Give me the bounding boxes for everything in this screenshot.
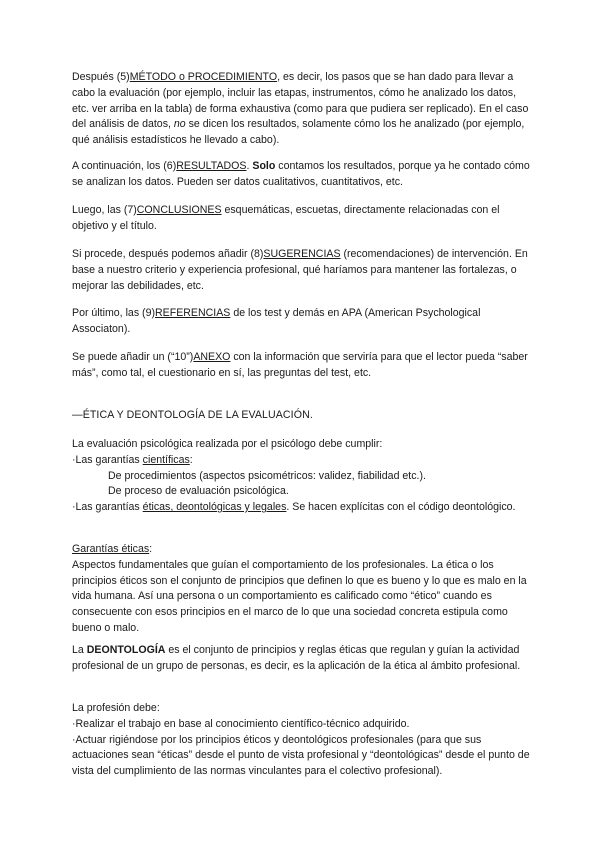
text: (recomendaciones) de intervención. En base a nuestro criterio y experiencia profesional, qué haríamos para mantener las fortalezas, o mejorar las debilidades, etc. xyxy=(72,248,528,292)
sub-list-item: De procedimientos (aspectos psicométricos: validez, fiabilidad etc.). xyxy=(108,469,426,482)
text: contamos los resultados, porque ya he contado cómo se analizan los datos. Pueden ser datos cualitativos, cuantitativos, etc. xyxy=(72,160,530,188)
bold-text: Solo xyxy=(252,160,276,172)
text: A continuación, los (6) xyxy=(72,160,177,172)
text: se dicen los resultados, solamente cómo los he analizado (por ejemplo, qué análisis estadísticos he llevado a cabo). xyxy=(72,118,525,147)
paragraph-method xyxy=(72,70,532,149)
body-text: Aspectos fundamentales que guían el comportamiento de los profesionales. La ética o los principios éticos son el conjunto de principios que definen lo que es bueno y lo que es malo en la vida humana. Así una persona o un comportamiento es calificado como “ético” cuando es consecuente con esos principios en el marco de lo que una sociedad concreta estipula como bueno o malo. xyxy=(72,558,527,634)
list-item: ·Realizar el trabajo en base al conocimiento científico-técnico adquirido. xyxy=(72,717,410,730)
results-term: RESULTADOS xyxy=(176,160,247,172)
sub-list-item: De proceso de evaluación psicológica. xyxy=(108,485,289,498)
bold-text: DEONTOLOGÍA xyxy=(86,644,166,656)
text: Por último, las (9) xyxy=(72,307,156,319)
text: esquemáticas, escuetas, directamente relacionadas con el objetivo y el título. xyxy=(72,204,500,232)
emphasis: no xyxy=(173,118,186,131)
text: ·Las garantías xyxy=(72,501,143,514)
text: . xyxy=(246,160,253,172)
text: . Se hacen explícitas con el código deontológico. xyxy=(286,501,516,514)
text: , es decir, los pasos que se han dado para llevar a cabo la evaluación (por ejemplo, incluir las etapas, instrumentos, cómo he analizado los datos, etc. ver arriba en la tabla) de forma exhaustiva (como para que pudiera ser replicado). En el caso del análisis de datos, xyxy=(72,71,529,131)
suggestions-term: SUGERENCIAS xyxy=(263,248,341,260)
list-item: ·Actuar rigiéndose por los principios éticos y deontológicos profesionales (para que sus actuaciones sean “éticas” desde el punto de vista profesional y “deontológicas” desde el punto de vista del cumplimiento de las normas vinculantes para el colectivo profesional). xyxy=(72,733,530,778)
paragraph-suggestions xyxy=(72,247,532,294)
paragraph-ethical-guarantees xyxy=(72,542,532,637)
text: ·Las garantías xyxy=(72,453,143,466)
text: La xyxy=(72,644,87,656)
text: : xyxy=(149,543,153,555)
annex-term: ANEXO xyxy=(193,351,231,363)
text: con la información que serviría para que el lector pueda “saber más”, como tal, el cuestionario en sí, las preguntas del test, etc. xyxy=(72,351,528,379)
subheading: Garantías éticas xyxy=(72,543,150,555)
paragraph-deontology xyxy=(72,643,532,675)
paragraph-conclusions xyxy=(72,203,532,235)
intro-line: La profesión debe: xyxy=(72,702,160,714)
text: Se puede añadir un (“10”) xyxy=(72,351,194,363)
list-item xyxy=(72,500,532,516)
references-term: REFERENCIAS xyxy=(155,307,231,319)
list-item xyxy=(72,453,532,469)
paragraph-guarantees xyxy=(72,437,532,516)
ethical-term: éticas, deontológicas y legales xyxy=(142,501,287,514)
text: es el conjunto de principios y reglas éticas que regulan y guían la actividad profesional de un grupo de personas, es decir, es la aplicación de la ética al ámbito profesional. xyxy=(72,644,521,672)
paragraph-results xyxy=(72,159,532,191)
paragraph-profession xyxy=(72,701,532,780)
paragraph-annex xyxy=(72,350,532,382)
conclusions-term: CONCLUSIONES xyxy=(136,204,222,216)
section-heading: —ÉTICA Y DEONTOLOGÍA DE LA EVALUACIÓN. xyxy=(72,409,313,421)
text: de los test y demás en APA (American Psychological Associaton). xyxy=(72,307,481,335)
text: Si procede, después podemos añadir (8) xyxy=(72,248,264,260)
intro-line: La evaluación psicológica realizada por el psicólogo debe cumplir: xyxy=(72,438,383,450)
text: Luego, las (7) xyxy=(72,204,137,216)
scientific-term: científicas xyxy=(142,453,190,466)
text: : xyxy=(189,453,193,466)
paragraph-references xyxy=(72,306,532,338)
text: Después (5) xyxy=(72,71,130,83)
method-term: MÉTODO o PROCEDIMIENTO xyxy=(129,71,278,83)
